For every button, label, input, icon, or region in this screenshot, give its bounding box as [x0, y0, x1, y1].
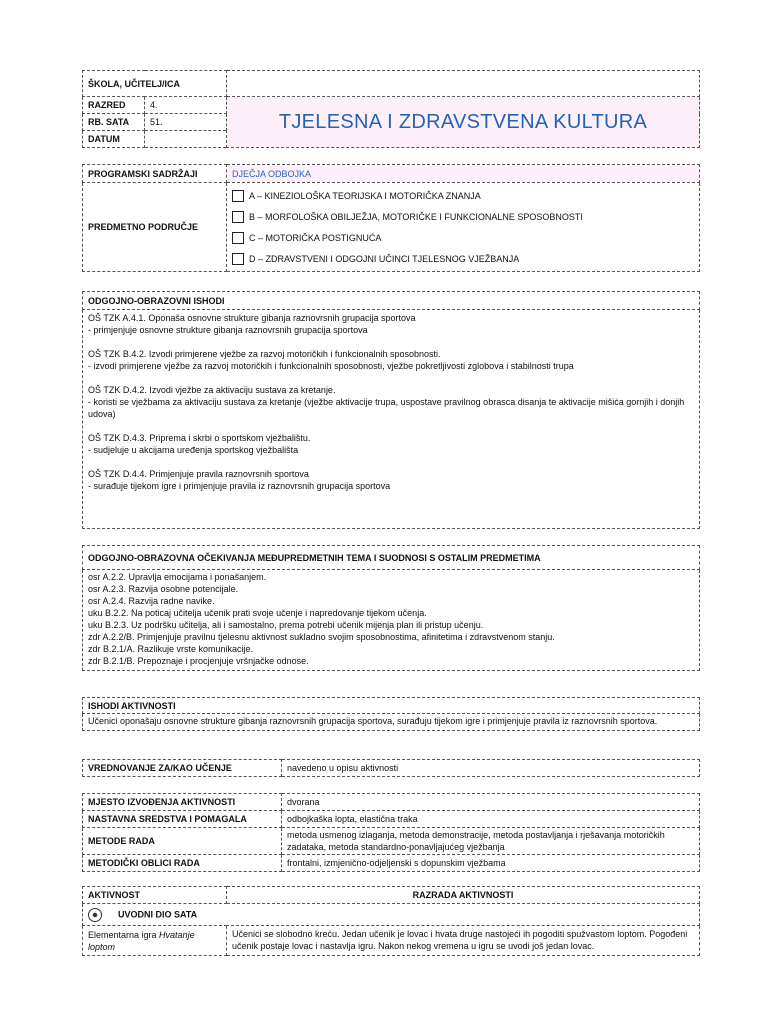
activity-outcomes-label: ISHODI AKTIVNOSTI — [83, 698, 700, 714]
details-table — [82, 793, 700, 872]
evaluation-label: VREDNOVANJE ZA/KAO UČENJE — [83, 760, 282, 777]
program-table — [82, 164, 700, 272]
outcome-title: OŠ TZK B.4.2. Izvodi primjerene vježbe za razvoj motoričkih i funkcionalnih sposobnosti. — [88, 349, 441, 359]
checkbox-c[interactable] — [232, 232, 244, 244]
outcome-title: OŠ TZK D.4.4. Primjenjuje pravila raznovrsnih sportova — [88, 469, 309, 479]
area-d-label: D – ZDRAVSTVENI I ODGOJNI UČINCI TJELESNOG VJEŽBANJA — [249, 253, 520, 264]
lesson-number-label: RB. SATA — [83, 114, 145, 131]
methods-value: metoda usmenog izlaganja, metoda demonstracije, metoda postavljanja i rješavanja motoričkih zadataka, metoda standardno-ponavljajućeg vježbanja — [282, 828, 700, 855]
activity-outcomes-table — [82, 697, 700, 731]
area-a-label: A – KINEZIOLOŠKA TEORIJSKA I MOTORIČKA ZNANJA — [249, 190, 481, 201]
outcome-detail: - izvodi primjerene vježbe za razvoj motoričkih i funkcionalnih sposobnosti, vježbe pokretljivosti zglobova i stabilnosti trupa — [88, 361, 574, 371]
expectation-line: osr A.2.3. Razvija osobne potencijale. — [88, 584, 239, 594]
expectation-line: uku B.2.2. Na poticaj učitelja učenik prati svoje učenje i napredovanje tijekom učenja. — [88, 608, 427, 618]
date-label: DATUM — [83, 131, 145, 148]
program-content-label: PROGRAMSKI SADRŽAJI — [83, 165, 227, 183]
area-b-label: B – MORFOLOŠKA OBILJEŽJA, MOTORIČKE I FUNKCIONALNE SPOSOBNOSTI — [249, 211, 583, 222]
intro-section-row — [83, 904, 700, 926]
evaluation-table — [82, 759, 700, 777]
outcome-detail: - sudjeluje u akcijama uređenja sportskog vježbališta — [88, 445, 299, 455]
header-table — [82, 70, 700, 148]
equipment-value: odbojkaška lopta, elastična traka — [282, 811, 700, 828]
place-value: dvorana — [282, 794, 700, 811]
area-option-d[interactable] — [232, 248, 694, 269]
forms-value: frontalni, izmjenično-odjeljenski s dopunskim vježbama — [282, 855, 700, 872]
game-cell — [83, 926, 227, 956]
expectations-label: ODGOJNO-OBRAZOVNA OČEKIVANJA MEĐUPREDMETNIH TEMA I SUODNOSI S OSTALIM PREDMETIMA — [83, 546, 700, 570]
school-label: ŠKOLA, UČITELJ/ICA — [83, 71, 227, 97]
expectation-line: zdr A.2.2/B. Primjenjuje pravilnu tjelesnu aktivnost sukladno svojim sposobnostima, afinitetima i zdravstvenom stanju. — [88, 632, 555, 642]
outcome-detail: - primjenjuje osnovne strukture gibanja raznovrsnih grupacija sportova — [88, 325, 368, 335]
expectations-table — [82, 545, 700, 671]
game-prefix: Elementarna igra — [88, 930, 160, 940]
volleyball-icon — [88, 908, 102, 922]
grade-label: RAZRED — [83, 97, 145, 114]
date-value[interactable] — [145, 131, 227, 148]
outcomes-label: ODGOJNO-OBRAZOVNI ISHODI — [83, 292, 700, 310]
outcome-detail: - surađuje tijekom igre i primjenjuje pravila iz raznovrsnih grupacija sportova — [88, 481, 391, 491]
game-name: Hvatanje loptom — [88, 930, 195, 952]
activity-table — [82, 886, 700, 956]
activity-header: AKTIVNOST — [83, 887, 227, 904]
methods-label: METODE RADA — [83, 828, 282, 855]
activity-outcomes-text: Učenici oponašaju osnovne strukture gibanja raznovrsnih grupacija sportova, surađuju tijekom igre i primjenjuje pravila iz raznovrsnih sportova. — [83, 714, 700, 731]
grade-value[interactable]: 4. — [145, 97, 227, 114]
area-option-c[interactable] — [232, 227, 694, 248]
outcomes-table — [82, 291, 700, 529]
game-description: Učenici se slobodno kreću. Jedan učenik je lovac i hvata druge nastojeći ih pogoditi spužvastom loptom. Pogođeni učenik postaje lovac i nastavlja igru. Nakon nekog vremena u igru se uvodi još jedan lovac. — [227, 926, 700, 956]
expectation-line: zdr B.2.1/A. Razlikuje vrste komunikacije. — [88, 644, 254, 654]
forms-label: METODIČKI OBLICI RADA — [83, 855, 282, 872]
outcome-detail: - koristi se vježbama za aktivaciju sustava za kretanje (vježbe aktivacije trupa, uspostave pravilnog obrasca disanja te aktivacije mišića gornjih i donjih udova) — [88, 397, 685, 419]
area-option-a[interactable] — [232, 185, 694, 206]
program-content-value: DJEČJA ODBOJKA — [227, 165, 700, 183]
expectation-line: osr A.2.2. Upravlja emocijama i ponašanjem. — [88, 572, 267, 582]
evaluation-value: navedeno u opisu aktivnosti — [282, 760, 700, 777]
checkbox-a[interactable] — [232, 190, 244, 202]
checkbox-d[interactable] — [232, 253, 244, 265]
checkbox-b[interactable] — [232, 211, 244, 223]
area-c-label: C – MOTORIČKA POSTIGNUĆA — [249, 232, 382, 243]
intro-section-title: UVODNI DIO SATA — [118, 908, 198, 919]
activity-elaboration-header: RAZRADA AKTIVNOSTI — [227, 887, 700, 904]
outcome-title: OŠ TZK D.4.3. Priprema i skrbi o sportskom vježbalištu. — [88, 433, 311, 443]
expectation-line: uku B.2.3. Uz podršku učitelja, ali i samostalno, prema potrebi učenik mijenja plan ili pristup učenju. — [88, 620, 484, 630]
place-label: MJESTO IZVOĐENJA AKTIVNOSTI — [83, 794, 282, 811]
outcome-title: OŠ TZK A.4.1. Oponaša osnovne strukture gibanja raznovrsnih grupacija sportova — [88, 313, 416, 323]
school-value[interactable] — [227, 71, 700, 97]
area-option-b[interactable] — [232, 206, 694, 227]
expectation-line: osr A.2.4. Razvija radne navike. — [88, 596, 215, 606]
expectation-line: zdr B.2.1/B. Prepoznaje i procjenjuje vršnjačke odnose. — [88, 656, 309, 666]
equipment-label: NASTAVNA SREDSTVA I POMAGALA — [83, 811, 282, 828]
subject-area-label: PREDMETNO PODRUČJE — [83, 183, 227, 272]
subject-title: TJELESNA I ZDRAVSTVENA KULTURA — [227, 97, 700, 148]
outcome-title: OŠ TZK D.4.2. Izvodi vježbe za aktivaciju sustava za kretanje. — [88, 385, 336, 395]
lesson-number-value[interactable]: 51. — [145, 114, 227, 131]
